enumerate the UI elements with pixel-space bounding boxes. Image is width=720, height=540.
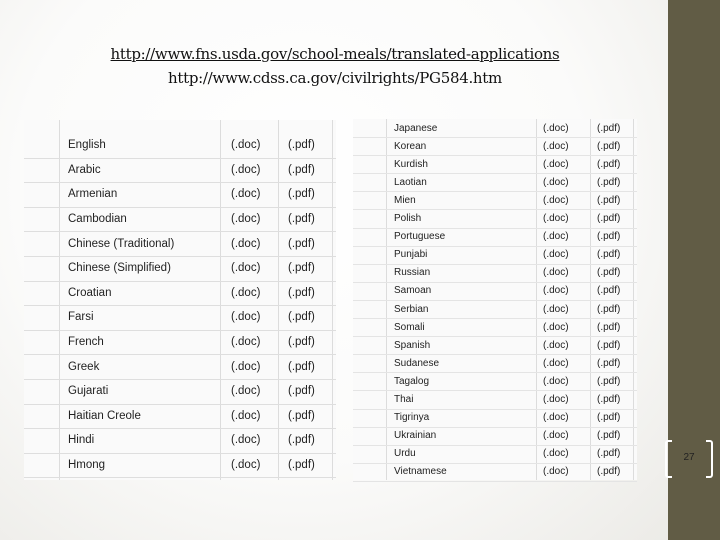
language-row — [24, 158, 336, 184]
language-name: Portuguese — [394, 231, 446, 243]
doc-download-link[interactable]: (.doc) — [231, 237, 261, 250]
language-row — [353, 336, 637, 355]
doc-download-link[interactable]: (.doc) — [543, 303, 569, 315]
language-row — [24, 453, 336, 479]
language-name: Hindi — [68, 434, 95, 447]
doc-download-link[interactable]: (.doc) — [231, 213, 261, 226]
pdf-download-link[interactable]: (.pdf) — [288, 237, 315, 250]
doc-download-link[interactable]: (.doc) — [543, 285, 569, 297]
language-row — [353, 119, 637, 138]
language-row — [24, 207, 336, 233]
language-row — [353, 445, 637, 464]
doc-download-link[interactable]: (.doc) — [543, 466, 569, 478]
doc-download-link[interactable]: (.doc) — [543, 213, 569, 225]
pdf-download-link[interactable]: (.pdf) — [597, 448, 621, 460]
language-row — [353, 427, 637, 446]
pdf-download-link[interactable]: (.pdf) — [288, 336, 315, 349]
language-name: Tagalog — [394, 375, 430, 387]
pdf-download-link[interactable]: (.pdf) — [597, 303, 621, 315]
language-name: Ukrainian — [394, 430, 437, 442]
fns-usda-link[interactable]: http://www.fns.usda.gov/school-meals/translated-applications — [110, 45, 560, 63]
pdf-download-link[interactable]: (.pdf) — [597, 394, 621, 406]
doc-download-link[interactable]: (.doc) — [543, 231, 569, 243]
language-row — [353, 191, 637, 210]
pdf-download-link[interactable]: (.pdf) — [597, 412, 621, 424]
language-row — [24, 133, 336, 159]
language-row — [353, 210, 637, 229]
language-name: Farsi — [68, 311, 94, 324]
language-name: Tigrinya — [394, 412, 430, 424]
language-name: Russian — [394, 267, 431, 279]
language-name: Thai — [394, 394, 414, 406]
page-number-box — [661, 440, 717, 478]
pdf-download-link[interactable]: (.pdf) — [597, 158, 621, 170]
language-row — [353, 318, 637, 337]
page-number: 27 — [683, 452, 695, 463]
language-name: Punjabi — [394, 249, 428, 261]
language-row — [353, 246, 637, 265]
pdf-download-link[interactable]: (.pdf) — [288, 311, 315, 324]
pdf-download-link[interactable]: (.pdf) — [288, 409, 315, 422]
pdf-download-link[interactable]: (.pdf) — [597, 140, 621, 152]
language-name: Cambodian — [68, 213, 127, 226]
language-name: Armenian — [68, 188, 118, 201]
language-name: Vietnamese — [394, 466, 447, 478]
doc-download-link[interactable]: (.doc) — [231, 434, 261, 447]
pdf-download-link[interactable]: (.pdf) — [597, 267, 621, 279]
language-name: Urdu — [394, 448, 416, 460]
language-row — [353, 173, 637, 192]
pdf-download-link[interactable]: (.pdf) — [597, 339, 621, 351]
pdf-download-link[interactable]: (.pdf) — [288, 188, 315, 201]
language-row — [353, 391, 637, 410]
doc-download-link[interactable]: (.doc) — [231, 311, 261, 324]
doc-download-link[interactable]: (.doc) — [231, 262, 261, 275]
language-name: Chinese (Traditional) — [68, 237, 175, 250]
pdf-download-link[interactable]: (.pdf) — [288, 434, 315, 447]
doc-download-link[interactable]: (.doc) — [231, 459, 261, 472]
language-name: French — [68, 336, 104, 349]
language-row — [24, 305, 336, 331]
doc-download-link[interactable]: (.doc) — [543, 176, 569, 188]
doc-download-link[interactable]: (.doc) — [543, 375, 569, 387]
doc-download-link[interactable]: (.doc) — [543, 430, 569, 442]
language-name: Greek — [68, 360, 100, 373]
doc-download-link[interactable]: (.doc) — [231, 336, 261, 349]
doc-download-link[interactable]: (.doc) — [543, 448, 569, 460]
language-name: Mien — [394, 194, 416, 206]
pdf-download-link[interactable]: (.pdf) — [597, 357, 621, 369]
language-row — [353, 372, 637, 391]
language-row — [24, 330, 336, 356]
doc-download-link[interactable]: (.doc) — [543, 267, 569, 279]
doc-download-link[interactable]: (.doc) — [231, 163, 261, 176]
language-row — [24, 379, 336, 405]
pdf-download-link[interactable]: (.pdf) — [288, 385, 315, 398]
pdf-download-link[interactable]: (.pdf) — [597, 231, 621, 243]
language-row — [353, 264, 637, 283]
doc-download-link[interactable]: (.doc) — [231, 139, 261, 152]
language-row — [353, 409, 637, 428]
language-row — [353, 282, 637, 301]
language-row — [353, 155, 637, 174]
language-name: Arabic — [68, 163, 101, 176]
right-bracket-icon — [706, 440, 713, 478]
doc-download-link[interactable]: (.doc) — [231, 360, 261, 373]
language-name: Hmong — [68, 459, 106, 472]
pdf-download-link[interactable]: (.pdf) — [597, 321, 621, 333]
doc-download-link[interactable]: (.doc) — [543, 194, 569, 206]
doc-download-link[interactable]: (.doc) — [543, 412, 569, 424]
translated-applications-table-right — [353, 119, 637, 480]
pdf-download-link[interactable]: (.pdf) — [597, 430, 621, 442]
language-row — [353, 228, 637, 247]
language-row — [353, 137, 637, 156]
pdf-download-link[interactable]: (.pdf) — [288, 139, 315, 152]
language-name: Haitian Creole — [68, 409, 141, 422]
doc-download-link[interactable]: (.doc) — [231, 286, 261, 299]
language-name: Sudanese — [394, 357, 440, 369]
pdf-download-link[interactable]: (.pdf) — [288, 360, 315, 373]
translated-applications-table-left — [24, 120, 336, 480]
doc-download-link[interactable]: (.doc) — [543, 357, 569, 369]
language-row — [24, 354, 336, 380]
language-name: Somali — [394, 321, 425, 333]
pdf-download-link[interactable]: (.pdf) — [288, 262, 315, 275]
doc-download-link[interactable]: (.doc) — [543, 158, 569, 170]
language-name: Japanese — [394, 122, 438, 134]
language-name: Spanish — [394, 339, 431, 351]
language-row — [24, 256, 336, 282]
doc-download-link[interactable]: (.doc) — [543, 321, 569, 333]
pdf-download-link[interactable]: (.pdf) — [288, 213, 315, 226]
language-row — [24, 182, 336, 208]
doc-download-link[interactable]: (.doc) — [543, 249, 569, 261]
language-row — [24, 404, 336, 430]
pdf-download-link[interactable]: (.pdf) — [288, 286, 315, 299]
cdss-link: http://www.cdss.ca.gov/civilrights/PG584.htm — [168, 69, 502, 87]
pdf-download-link[interactable]: (.pdf) — [597, 249, 621, 261]
language-name: Gujarati — [68, 385, 109, 398]
language-name: Korean — [394, 140, 427, 152]
language-name: English — [68, 139, 106, 152]
language-row — [24, 231, 336, 257]
language-name: Laotian — [394, 176, 427, 188]
pdf-download-link[interactable]: (.pdf) — [597, 285, 621, 297]
pdf-download-link[interactable]: (.pdf) — [597, 122, 621, 134]
language-row — [24, 428, 336, 454]
language-row — [353, 463, 637, 482]
doc-download-link[interactable]: (.doc) — [543, 339, 569, 351]
pdf-download-link[interactable]: (.pdf) — [288, 163, 315, 176]
doc-download-link[interactable]: (.doc) — [543, 394, 569, 406]
pdf-download-link[interactable]: (.pdf) — [597, 213, 621, 225]
pdf-download-link[interactable]: (.pdf) — [597, 375, 621, 387]
language-name: Samoan — [394, 285, 432, 297]
language-name: Serbian — [394, 303, 429, 315]
language-name: Kurdish — [394, 158, 428, 170]
doc-download-link[interactable]: (.doc) — [231, 188, 261, 201]
language-name: Chinese (Simplified) — [68, 262, 171, 275]
pdf-download-link[interactable]: (.pdf) — [597, 194, 621, 206]
pdf-download-link[interactable]: (.pdf) — [288, 459, 315, 472]
language-row — [353, 300, 637, 319]
doc-download-link[interactable]: (.doc) — [231, 385, 261, 398]
doc-download-link[interactable]: (.doc) — [543, 122, 569, 134]
language-name: Croatian — [68, 286, 112, 299]
language-row — [353, 354, 637, 373]
language-name: Polish — [394, 213, 422, 225]
pdf-download-link[interactable]: (.pdf) — [597, 176, 621, 188]
doc-download-link[interactable]: (.doc) — [231, 409, 261, 422]
language-row — [24, 281, 336, 307]
doc-download-link[interactable]: (.doc) — [543, 140, 569, 152]
reference-links — [40, 42, 630, 90]
pdf-download-link[interactable]: (.pdf) — [597, 466, 621, 478]
